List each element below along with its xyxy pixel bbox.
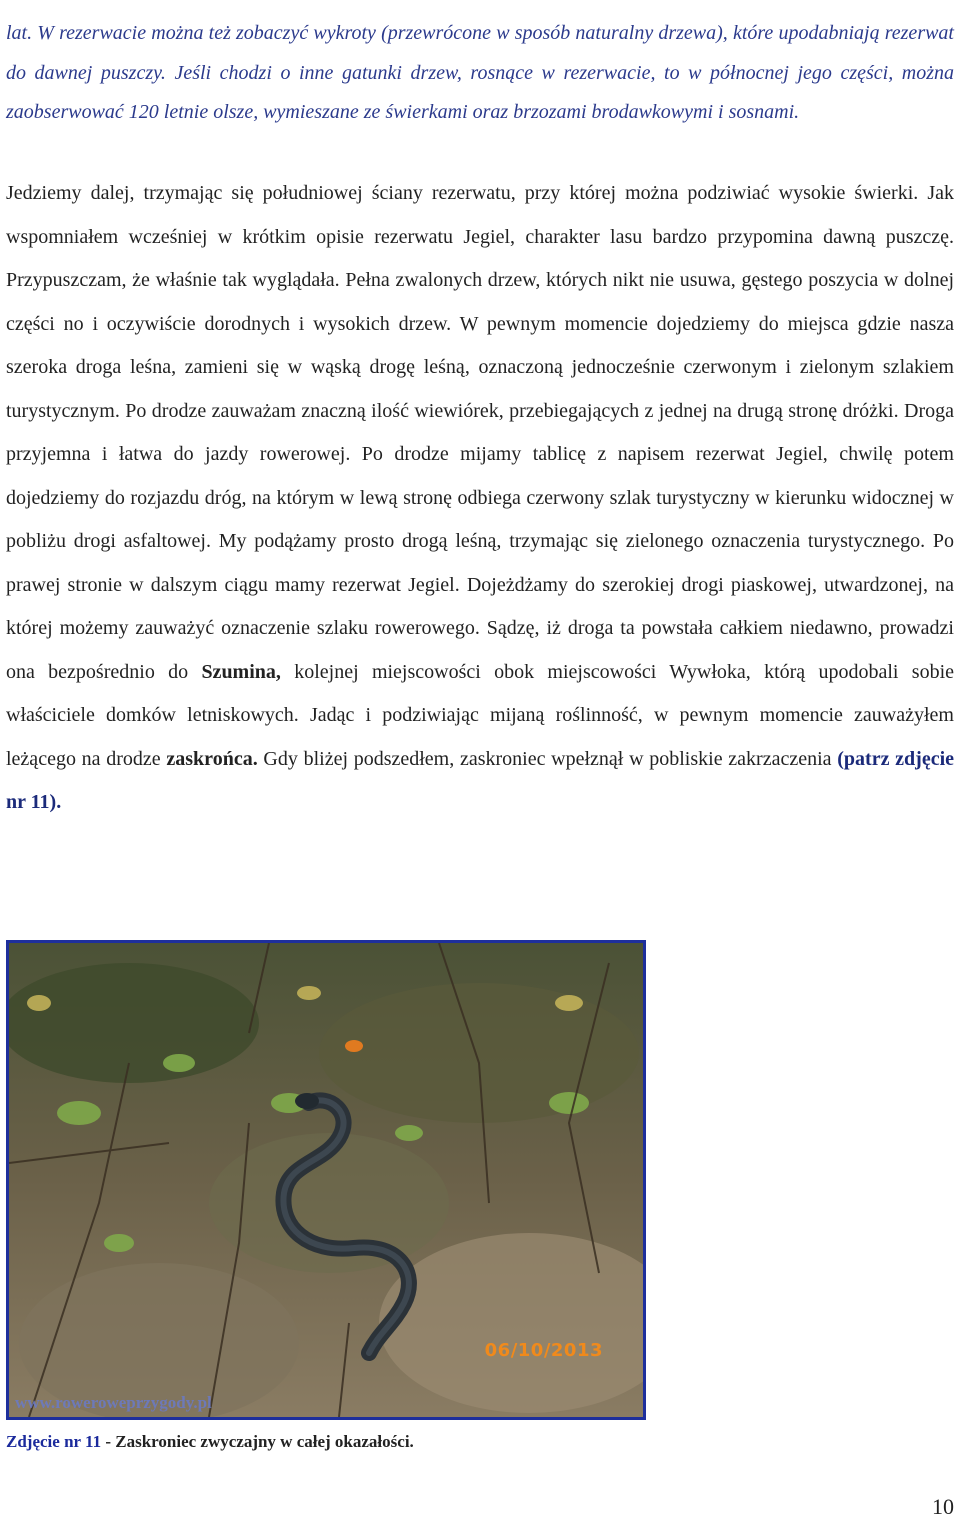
body-paragraph xyxy=(6,172,954,825)
photo-date-stamp: 06/10/2013 xyxy=(484,1340,603,1361)
photo-reference: (patrz zdjęcie nr 11). xyxy=(6,747,955,813)
caption-description: - Zaskroniec zwyczajny w całej okazałości. xyxy=(101,1432,414,1451)
snake-name: zaskrońca. xyxy=(166,747,258,770)
body-text-part1: Jedziemy dalej, trzymając się południowej ściany rezerwatu, przy której można podziwiać wysokie świerki. Jak wspomniałem wcześniej w krótkim opisie rezerwatu Jegiel, charakter lasu bardzo przypomina dawną puszczę. Przypuszczam, że właśnie tak wyglądała. Pełna zwalonych drzew, których nikt nie usuwa, gęstego poszycia w dolnej części no i oczywiście dorodnych i wysokich drzew. W pewnym momencie dojedziemy do miejsca gdzie nasza szeroka droga leśna, zamieni się w wąską drogę leśną, oznaczoną jednocześnie czerwonym i zielonym szlakiem turystycznym. Po drodze zauważam znaczną ilość wiewiórek, przebiegających z jednej na drugą stronę dróżki. Droga przyjemna i łatwa do jazdy rowerowej. Po drodze mijamy tablicę z napisem rezerwat Jegiel, chwilę potem dojedziemy do rozjazdu dróg, na którym w lewą stronę odbiega czerwony szlak turystyczny w kierunku widocznej w pobliżu drogi asfaltowej. My podążamy prosto drogą leśną, trzymając się zielonego oznaczenia turystycznego. Po prawej stronie w dalszym ciągu mamy rezerwat Jegiel. Dojeżdżamy do szerokiej drogi piaskowej, utwardzonej, na której możemy zauważyć oznaczenie szlaku rowerowego. Sądzę, iż droga ta powstała całkiem niedawno, prowadzi ona bezpośrednio do xyxy=(6,182,954,683)
snake-photo xyxy=(6,940,646,1420)
photo-watermark: www.roweroweprzygody.pl xyxy=(15,1393,212,1412)
place-name-szumin: Szumina, xyxy=(201,660,281,683)
intro-italic-paragraph: lat. W rezerwacie można też zobaczyć wykroty (przewrócone w sposób naturalny drzewa), które upodabniają rezerwat do dawnej puszczy. Jeśli chodzi o inne gatunki drzew, rosnące w rezerwacie, to w północnej jego części, można zaobserwować 120 letnie olsze, wymieszane ze świerkami oraz brzozami brodawkowymi i sosnami. xyxy=(6,22,954,123)
body-text-part2: kolejnej miejscowości obok miejscowości Wywłoka, którą upodobali sobie właściciele domków letniskowych. Jadąc i podziwiając mijaną roślinność, w pewnym momencie zauważyłem leżącego na drodze xyxy=(6,660,954,770)
page-number: 10 xyxy=(932,1494,954,1519)
body-text-part3: Gdy bliżej podszedłem, zaskroniec wpełznął w pobliskie zakrzaczenia xyxy=(257,747,838,770)
photo-caption xyxy=(6,1432,414,1452)
caption-photo-number: Zdjęcie nr 11 xyxy=(6,1432,102,1451)
